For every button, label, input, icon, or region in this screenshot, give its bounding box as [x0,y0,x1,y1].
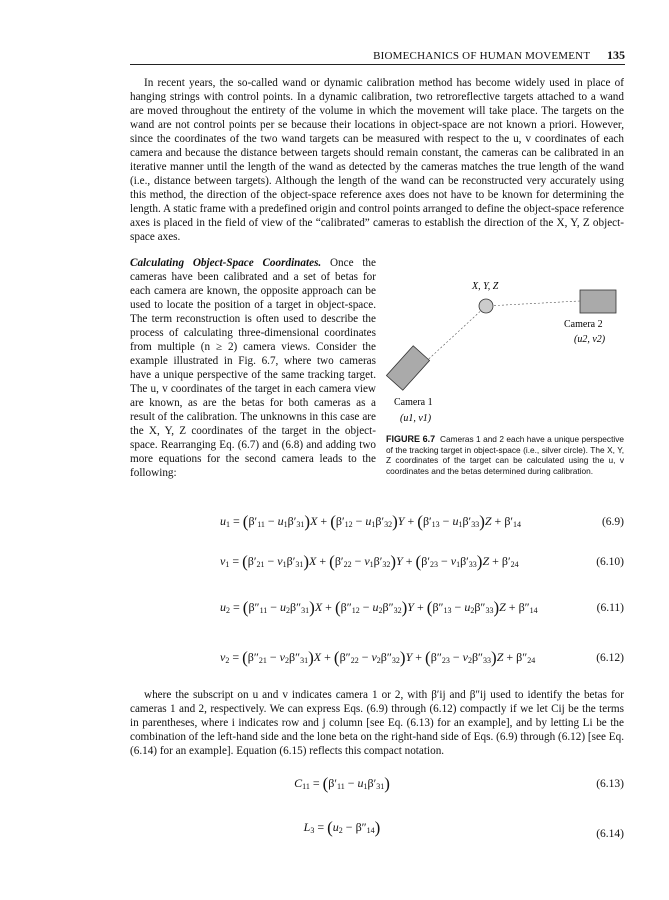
equation-number: (6.9) [601,516,624,528]
equation-6-13: $C_{11} = (\beta'_{11} - u_1\beta'_{31})$ (6.13) [294,774,624,793]
camera-1-box [386,346,429,390]
equation-6-10: $v_1 = (\beta'_{21} - v_1\beta'_{31})X + (\beta'_{22} - v_1\beta'_{32})Y + (\beta'_{23} - v_1\beta'_{33})Z + \beta'_{24}$ (6.10) [220,552,624,571]
camera-2-label: Camera 2 [564,319,603,330]
camera-1-coords: (u1, v1) [400,413,432,424]
section-heading: Calculating Object-Space Coordinates. [130,257,322,269]
intro-paragraph: In recent years, the so-called wand or dynamic calibration method has become widely used in place of hanging strings with control points. In a dynamic calibration, two retroreflective targets attached to a wand are moved throughout the entirety of the volume in which the movement will take place. The targets on the wand are not control points per se because their locations in object-space are not known a priori. However, since the coordinates of the two wand targets can be measured with respect to the u, v coordinates of each camera and because the distance between targets should remain constant, the cameras can be calibrated in an iterative manner until the length of the wand as detected by the cameras matches the true length of the wand (i.e., distance between targets). Although the length of the wand can be reconstructed very accurately using this method, the direction of the object-space reference axes does not have to be known for determining the length. A static frame with a predefined origin and control points arranged to define the object-space reference axes is placed in the field of view of the “calibrated” cameras to establish the direction of the X, Y, Z object-space axes. [130,77,624,243]
camera-2-coords: (u2, v2) [574,334,606,345]
running-header [130,48,625,65]
equation-number: (6.11) [596,602,624,614]
caption-text: Cameras 1 and 2 each have a unique perspective of the tracking target in object-space (i.e., silver circle). The X, Y, Z coordinates of the target can be calculated using the u, v coordinates and the betas determined during calibration. [386,434,624,476]
sightline-camera2 [486,301,580,306]
equation-number: (6.14) [596,828,624,840]
equation-number: (6.12) [596,652,624,664]
equation-6-9: $u_1 = (\beta'_{11} - u_1\beta'_{31})X + (\beta'_{12} - u_1\beta'_{32})Y + (\beta'_{13} - u_1\beta'_{33})Z + \beta'_{14}$ (6.9) [220,512,624,531]
camera-2-box [580,290,616,313]
equation-number: (6.13) [596,778,624,790]
equation-6-14: $L_3 = (u_2 - \beta''_{14})$ (6.14) [303,818,624,840]
camera-1-label: Camera 1 [394,397,433,408]
section-paragraph [130,256,376,480]
closing-paragraph: where the subscript on u and v indicates camera 1 or 2, with β′ij and β″ij used to identify the betas for cameras 1 and 2, respectively. We can express Eqs. (6.9) through (6.12) compactly if we let Cij be the terms in parentheses, where i indicates row and j column [see Eq. (6.13) for an example], and by letting Li be the combination of the left-hand side and the lone beta on the right-hand side of Eqs. (6.9) through (6.12) [see Eq. (6.14) for an example]. Equation (6.15) reflects this compact notation. [130,689,624,757]
figure-caption [386,434,624,476]
running-title: BIOMECHANICS OF HUMAN MOVEMENT [373,50,591,62]
page-number: 135 [607,48,625,62]
tracking-target [479,299,493,313]
target-label: X, Y, Z [472,281,499,292]
equation-6-11: $u_2 = (\beta''_{11} - u_2\beta''_{31})X + (\beta''_{12} - u_2\beta''_{32})Y + (\beta''_{13} - u_2\beta''_{33})Z + \beta''_{14}$ (6.11) [220,598,624,617]
section-text: Once the cameras have been calibrated and a set of betas for each camera are known, the opposite approach can be used to locate the position of a target in object-space. The term reconstruction is often used to describe the process of calculating three-dimensional coordinates from multiple (n ≥ 2) camera views. Consider the example illustrated in Fig. 6.7, where two cameras have a unique perspective of the same tracking target. The u, v coordinates of the target in each camera view are known, as are the betas for both cameras as a result of the calibration. The unknowns in this case are the X, Y, Z coordinates of the target in the object-space. Rearranging Eq. (6.7) and (6.8) and adding two more equations for the second camera leads to the following: [130,257,376,479]
equation-6-12: $v_2 = (\beta''_{21} - v_2\beta''_{31})X + (\beta''_{22} - v_2\beta''_{32})Y + (\beta''_{23} - v_2\beta''_{33})Z + \beta''_{24}$ (6.12) [220,648,624,667]
caption-label: FIGURE 6.7 [386,434,436,444]
figure-6-7 [386,276,624,432]
equation-number: (6.10) [596,556,624,568]
